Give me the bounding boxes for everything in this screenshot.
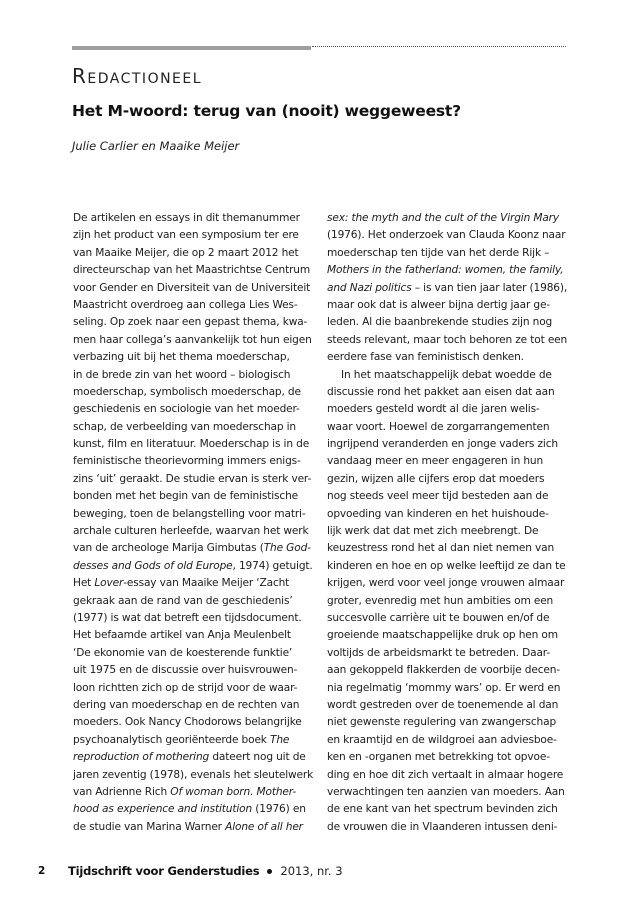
text-line <box>73 680 323 697</box>
body-text: steeds relevant, maar toch behoren ze tot een <box>327 333 568 346</box>
header-rule-solid <box>72 46 311 50</box>
text-line <box>327 523 577 540</box>
text-line <box>73 488 323 505</box>
issue-info: 2013, nr. 3 <box>280 864 343 878</box>
body-text: moeders gesteld wordt al die jaren welis- <box>327 403 540 416</box>
body-text: gekraak aan de rand van de geschiedenis’ <box>73 594 293 607</box>
body-text: archale culturen herleefde, waarvan het werk <box>73 525 309 538</box>
body-text: waar voort. Hoewel de zorgarrangementen <box>327 420 550 433</box>
text-line <box>73 767 323 784</box>
text-line <box>327 767 577 784</box>
body-text: kinderen en hoe en op welke leeftijd ze dan te <box>327 559 566 572</box>
text-line <box>73 645 323 662</box>
body-text: geschiedenis en sociologie van het moeder- <box>73 403 300 416</box>
body-text: in de brede zin van het woord – biologisch <box>73 368 291 381</box>
body-text: succesvolle carrière uit te bouwen en/of de <box>327 611 550 624</box>
text-line <box>327 384 577 401</box>
text-line <box>327 714 577 731</box>
text-line <box>327 732 577 749</box>
text-line <box>327 210 577 227</box>
body-text: gezin, wijzen alle cijfers erop dat moeders <box>327 472 545 485</box>
text-line <box>327 227 577 244</box>
text-line <box>73 453 323 470</box>
body-text: dering van moederschap en de rechten van <box>73 698 300 711</box>
body-text: In het maatschappelijk debat woedde de <box>341 368 552 381</box>
italic-title-text: desses and Gods of old Europe <box>73 559 233 572</box>
text-line <box>327 662 577 679</box>
italic-title-text: Alone of all her <box>225 820 303 833</box>
body-text: verwachtingen ten aanzien van moeders. Aan <box>327 785 565 798</box>
text-line <box>327 436 577 453</box>
italic-title-text: hood as experience and institution <box>73 803 253 816</box>
body-text: moederschap ten tijde van het derde Rijk – <box>327 246 550 259</box>
text-line <box>327 419 577 436</box>
text-line <box>73 610 323 627</box>
body-text: van de archeologe Marija Gimbutas ( <box>73 542 264 555</box>
text-line <box>73 227 323 244</box>
body-text: beweging, toen de belangstelling voor matri- <box>73 507 306 520</box>
text-line <box>327 575 577 592</box>
body-text: zijn het product van een symposium ter ere <box>73 229 299 242</box>
body-text: bonden met het begin van de feministische <box>73 490 299 503</box>
body-text: (1977) is wat dat betreft een tijdsdocument. <box>73 611 302 624</box>
body-text: loon richtten zich op de strijd voor de waar- <box>73 681 298 694</box>
text-line <box>327 367 577 384</box>
body-text: (1976) en <box>252 803 306 816</box>
body-text: maar ook dat is alweer bijna dertig jaar ge- <box>327 298 551 311</box>
body-text: ingrijpend veranderden en jonge vaders zich <box>327 438 558 451</box>
body-text: Maastricht overdroeg aan collega Lies Wes- <box>73 298 298 311</box>
body-text: uit 1975 en de discussie over huisvrouwen- <box>73 664 298 677</box>
text-line <box>73 210 323 227</box>
text-line <box>73 349 323 366</box>
body-text: De artikelen en essays in dit themanummer <box>73 212 300 224</box>
body-text: dateert nog uit de <box>209 751 306 764</box>
body-text: groter, evenredig met hun ambities om een <box>327 594 554 607</box>
text-line <box>73 575 323 592</box>
text-line <box>73 297 323 314</box>
text-line <box>73 593 323 610</box>
body-text: voor Gender en Diversiteit van de Universiteit <box>73 281 311 294</box>
text-line <box>327 784 577 801</box>
text-line <box>327 540 577 557</box>
body-text: van Maaike Meijer, die op 2 maart 2012 het <box>73 246 299 259</box>
text-line <box>73 384 323 401</box>
body-text: wordt gestreden over de toenemende al dan <box>327 698 559 711</box>
body-text: voltijds de arbeidsmarkt te betreden. Daar- <box>327 646 551 659</box>
page-number: 2 <box>38 865 46 877</box>
text-line <box>73 697 323 714</box>
text-line <box>73 749 323 766</box>
italic-title-text: Lover <box>94 577 124 590</box>
text-line <box>327 453 577 470</box>
body-text: vandaag meer en meer engageren in hun <box>327 455 544 468</box>
body-text: de ene kant van het spectrum bevinden zich <box>327 803 558 816</box>
body-text: schap, de verbeelding van moederschap in <box>73 420 296 433</box>
text-line <box>73 314 323 331</box>
text-line <box>327 801 577 818</box>
body-text: seling. Op zoek naar een gepast thema, kwa- <box>73 316 308 329</box>
italic-title-text: The God- <box>263 542 311 555</box>
text-line <box>327 506 577 523</box>
text-line <box>327 349 577 366</box>
text-line <box>73 262 323 279</box>
text-line <box>73 540 323 557</box>
body-text: ding en hoe dit zich vertaalt in almaar hogere <box>327 768 564 781</box>
text-line <box>73 332 323 349</box>
text-line <box>73 367 323 384</box>
body-text: lijk werk dat dat met zich meebrengt. De <box>327 525 539 538</box>
text-line <box>73 627 323 644</box>
body-text: moederschap, symbolisch moederschap, de <box>73 385 301 398</box>
body-text: groeiende maatschappelijke druk op hen om <box>327 629 558 642</box>
body-text: discussie rond het pakket aan eisen dat aan <box>327 385 555 398</box>
text-line <box>327 610 577 627</box>
body-text: ‘De ekonomie van de koesterende funktie’ <box>73 646 293 659</box>
body-text: jaren zeventig (1978), evenals het sleutelwerk <box>73 768 314 781</box>
body-text: – is van tien jaar later (1986), <box>411 281 568 294</box>
text-line <box>73 436 323 453</box>
text-line <box>73 471 323 488</box>
page-footer <box>38 864 343 878</box>
text-line <box>327 262 577 279</box>
body-text: Het <box>73 577 95 590</box>
article-title: Het M-woord: terug van (nooit) weggeweest? <box>72 102 461 120</box>
body-text: zins ‘uit’ geraakt. De studie ervan is sterk ver- <box>73 472 312 485</box>
text-line <box>327 627 577 644</box>
body-text: opvoeding van kinderen en het huishoude- <box>327 507 549 520</box>
italic-title-text: Mothers in the fatherland: women, the family, <box>327 264 564 277</box>
text-line <box>73 662 323 679</box>
body-text: de vrouwen die in Vlaanderen intussen deni- <box>327 820 558 833</box>
body-text: ken en -organen met betrekking tot opvoe- <box>327 751 550 764</box>
text-line <box>327 297 577 314</box>
text-line <box>73 280 323 297</box>
body-text: nog steeds veel meer tijd besteden aan de <box>327 490 549 503</box>
text-line <box>73 732 323 749</box>
header-rule-dotted <box>312 46 566 47</box>
body-text: eerdere fase van feministisch denken. <box>327 351 524 364</box>
body-text: verbazing uit bij het thema moederschap, <box>73 351 290 364</box>
body-text: de studie van Marina Warner <box>73 820 226 833</box>
body-text: van Adrienne Rich <box>73 785 171 798</box>
body-text: aan gekoppeld flakkerden de voorbije decen- <box>327 664 560 677</box>
bullet-separator-icon <box>267 869 272 874</box>
body-text: en kraamtijd en de wildgroei aan adviesboe- <box>327 733 557 746</box>
journal-name: Tijdschrift voor Genderstudies <box>68 864 260 878</box>
body-text: psychoanalytisch georiënteerde boek <box>73 733 271 746</box>
text-line <box>327 332 577 349</box>
body-column-right <box>327 210 577 836</box>
text-line <box>73 558 323 575</box>
body-text: men haar collega’s aanvankelijk tot hun eigen <box>73 333 312 346</box>
body-text: , 1974) getuigt. <box>232 559 313 572</box>
italic-title-text: sex: the myth and the cult of the Virgin Mary <box>327 212 560 224</box>
body-text: feministische theorievorming immers enigs- <box>73 455 301 468</box>
text-line <box>327 280 577 297</box>
text-line <box>327 645 577 662</box>
body-text: leden. Al die baanbrekende studies zijn nog <box>327 316 553 329</box>
text-line <box>327 245 577 262</box>
text-line <box>73 506 323 523</box>
text-line <box>73 819 323 836</box>
text-line <box>327 314 577 331</box>
text-line <box>73 523 323 540</box>
text-line <box>73 419 323 436</box>
body-text: nia regelmatig ‘mommy wars’ op. Er werd en <box>327 681 561 694</box>
article-authors: Julie Carlier en Maaike Meijer <box>72 139 240 153</box>
text-line <box>327 401 577 418</box>
italic-title-text: and Nazi politics <box>327 281 412 294</box>
body-text: niet gewenste regulering van zwangerschap <box>327 716 557 729</box>
italic-title-text: The <box>270 733 290 746</box>
text-line <box>73 245 323 262</box>
text-line <box>73 714 323 731</box>
italic-title-text: Of woman born. Mother- <box>170 785 297 798</box>
text-line <box>73 784 323 801</box>
text-line <box>327 697 577 714</box>
body-text: directeurschap van het Maastrichtse Centrum <box>73 264 311 277</box>
text-line <box>327 558 577 575</box>
body-text: moeders. Ook Nancy Chodorows belangrijke <box>73 716 302 729</box>
text-line <box>327 488 577 505</box>
body-text: kunst, film en literatuur. Moederschap is in de <box>73 438 310 451</box>
body-column-left <box>73 210 323 836</box>
body-text: (1976). Het onderzoek van Clauda Koonz naar <box>327 229 566 242</box>
section-label: Redactioneel <box>72 64 203 88</box>
body-text: keuzestress rond het al dan niet nemen van <box>327 542 555 555</box>
body-text: krijgen, werd voor veel jonge vrouwen almaar <box>327 577 565 590</box>
text-line <box>327 593 577 610</box>
body-text: Het befaamde artikel van Anja Meulenbelt <box>73 629 291 642</box>
text-line <box>327 749 577 766</box>
body-text: -essay van Maaike Meijer ‘Zacht <box>123 577 290 590</box>
text-line <box>327 819 577 836</box>
italic-title-text: reproduction of mothering <box>73 751 210 764</box>
text-line <box>73 801 323 818</box>
text-line <box>73 401 323 418</box>
text-line <box>327 471 577 488</box>
text-line <box>327 680 577 697</box>
